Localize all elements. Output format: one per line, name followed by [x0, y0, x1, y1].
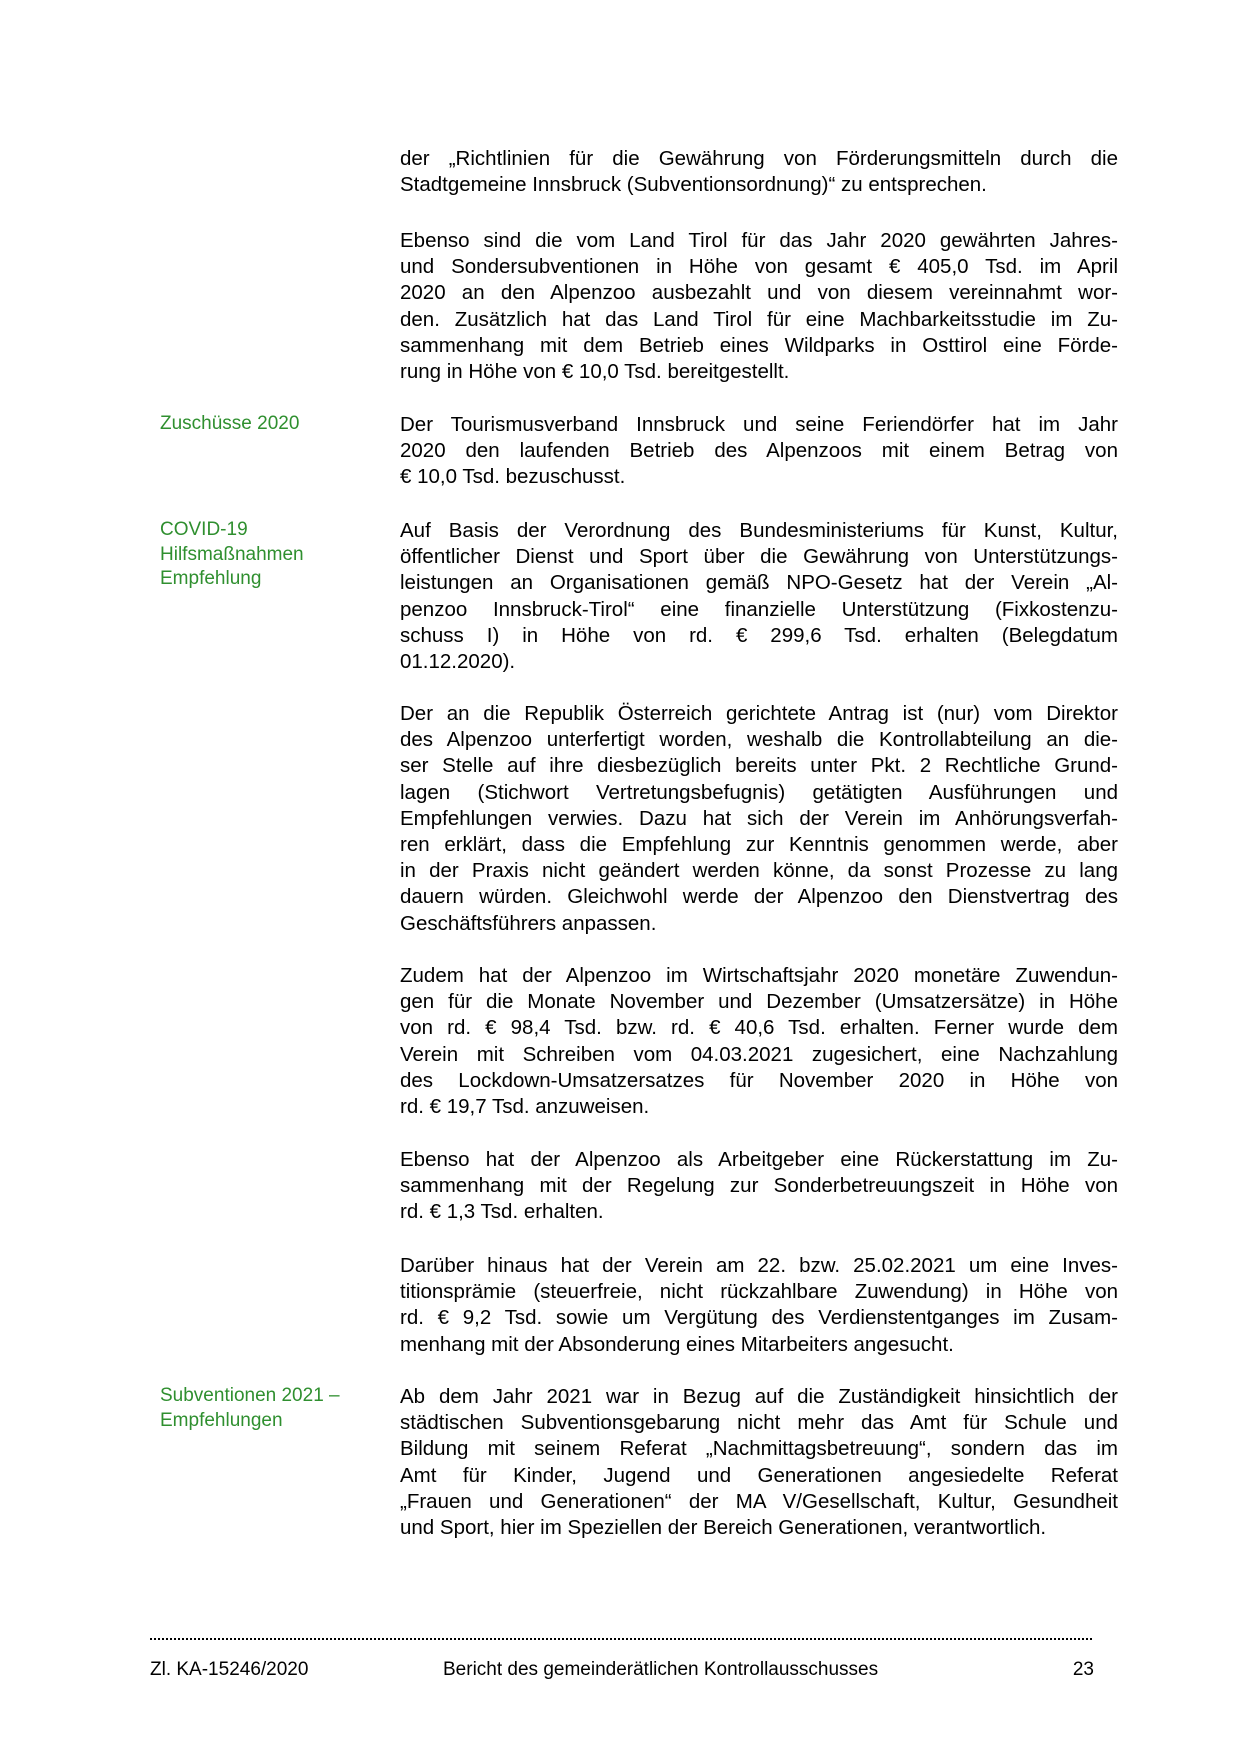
margin-note-line: Empfehlungen — [160, 1409, 283, 1431]
footer-divider — [150, 1638, 1092, 1640]
text-line: lagen (Stichwort Vertretungsbefugnis) getätigten Ausführungen und — [400, 780, 1118, 804]
text-line: Verein mit Schreiben vom 04.03.2021 zugesichert, eine Nachzahlung — [400, 1042, 1118, 1066]
text-line: Ebenso hat der Alpenzoo als Arbeitgeber eine Rückerstattung im Zu- — [400, 1148, 1118, 1171]
text-line: ser Stelle auf ihre diesbezüglich bereits unter Pkt. 2 Rechtliche Grund- — [400, 754, 1118, 778]
text-line: Amt für Kinder, Jugend und Generationen angesiedelte Referat — [400, 1463, 1118, 1487]
text-line: Ab dem Jahr 2021 war in Bezug auf die Zuständigkeit hinsichtlich der — [400, 1385, 1118, 1408]
text-line: 2020 den laufenden Betrieb des Alpenzoos mit einem Betrag von — [400, 439, 1118, 463]
text-line: der „Richtlinien für die Gewährung von Förderungsmitteln durch die — [400, 147, 1118, 170]
margin-note-line: Subventionen 2021 – — [160, 1385, 340, 1406]
body-paragraph — [400, 701, 1118, 937]
margin-note-line: Empfehlung — [160, 568, 262, 589]
body-paragraph — [400, 1253, 1118, 1358]
text-line: 01.12.2020). — [400, 650, 516, 674]
footer-reference: Zl. KA-15246/2020 — [150, 1659, 309, 1680]
text-line: sammenhang mit der Regelung zur Sonderbetreuungszeit in Höhe von — [400, 1174, 1118, 1198]
text-line: öffentlicher Dienst und Sport über die Gewährung von Unterstützungs- — [400, 545, 1118, 569]
text-line: städtischen Subventionsgebarung nicht mehr das Amt für Schule und — [400, 1411, 1118, 1435]
margin-note-line: Zuschüsse 2020 — [160, 413, 300, 434]
text-line: gen für die Monate November und Dezember (Umsatzersätze) in Höhe — [400, 990, 1118, 1014]
body-paragraph — [400, 1147, 1118, 1226]
text-line: Stadtgemeine Innsbruck (Subventionsordnung)“ zu entsprechen. — [400, 173, 987, 197]
text-line: des Alpenzoo unterfertigt worden, weshalb die Kontrollabteilung an die- — [400, 728, 1118, 752]
text-line: rd. € 1,3 Tsd. erhalten. — [400, 1200, 604, 1224]
footer-title: Bericht des gemeinderätlichen Kontrollausschusses — [443, 1659, 879, 1680]
text-line: Darüber hinaus hat der Verein am 22. bzw. 25.02.2021 um eine Inves- — [400, 1254, 1118, 1277]
margin-note-subventionen — [160, 1384, 360, 1433]
text-line: den. Zusätzlich hat das Land Tirol für eine Machbarkeitsstudie im Zu- — [400, 307, 1118, 331]
text-line: rd. € 9,2 Tsd. sowie um Vergütung des Verdienstentganges im Zusam- — [400, 1306, 1118, 1330]
page-number: 23 — [1072, 1659, 1094, 1680]
text-line: penzoo Innsbruck-Tirol“ eine finanzielle Unterstützung (Fixkostenzu- — [400, 597, 1118, 621]
text-line: leistungen an Organisationen gemäß NPO-Gesetz hat der Verein „Al- — [400, 571, 1118, 595]
text-line: sammenhang mit dem Betrieb eines Wildparks in Osttirol eine Förde- — [400, 333, 1118, 357]
margin-note-line: COVID-19 — [160, 519, 248, 540]
margin-note-zuschuesse — [160, 412, 360, 437]
text-line: Bildung mit seinem Referat „Nachmittagsbetreuung“, sondern das im — [400, 1437, 1118, 1461]
margin-note-line: Hilfsmaßnahmen — [160, 543, 304, 565]
text-line: Empfehlungen verwies. Dazu hat sich der Verein im Anhörungsverfah- — [400, 806, 1118, 830]
text-line: ren erklärt, dass die Empfehlung zur Kenntnis genommen werde, aber — [400, 833, 1118, 857]
text-line: titionsprämie (steuerfreie, nicht rückzahlbare Zuwendung) in Höhe von — [400, 1280, 1118, 1304]
text-line: schuss I) in Höhe von rd. € 299,6 Tsd. erhalten (Belegdatum — [400, 623, 1118, 647]
text-line: menhang mit der Absonderung eines Mitarbeiters angesucht. — [400, 1332, 954, 1356]
body-paragraph — [400, 228, 1118, 385]
body-paragraph — [400, 963, 1118, 1120]
text-line: Zudem hat der Alpenzoo im Wirtschaftsjahr 2020 monetäre Zuwendun- — [400, 964, 1118, 987]
body-paragraph — [400, 518, 1118, 675]
text-line: von rd. € 98,4 Tsd. bzw. rd. € 40,6 Tsd. erhalten. Ferner wurde dem — [400, 1016, 1118, 1040]
text-line: dauern würden. Gleichwohl werde der Alpenzoo den Dienstvertrag des — [400, 885, 1118, 909]
text-line: des Lockdown-Umsatzersatzes für November 2020 in Höhe von — [400, 1068, 1118, 1092]
text-line: Der Tourismusverband Innsbruck und seine Feriendörfer hat im Jahr — [400, 413, 1118, 436]
body-paragraph — [400, 412, 1118, 491]
text-line: rung in Höhe von € 10,0 Tsd. bereitgestellt. — [400, 360, 790, 384]
text-line: Auf Basis der Verordnung des Bundesministeriums für Kunst, Kultur, — [400, 519, 1118, 542]
text-line: 2020 an den Alpenzoo ausbezahlt und von diesem vereinnahmt wor- — [400, 281, 1118, 305]
body-paragraph — [400, 146, 1118, 198]
margin-note-covid — [160, 518, 360, 592]
text-line: Der an die Republik Österreich gerichtete Antrag ist (nur) vom Direktor — [400, 702, 1118, 725]
text-line: und Sondersubventionen in Höhe von gesamt € 405,0 Tsd. im April — [400, 255, 1118, 279]
body-paragraph — [400, 1384, 1118, 1541]
text-line: Geschäftsführers anpassen. — [400, 911, 657, 935]
text-line: € 10,0 Tsd. bezuschusst. — [400, 465, 626, 489]
text-line: „Frauen und Generationen“ der MA V/Gesellschaft, Kultur, Gesundheit — [400, 1489, 1118, 1513]
text-line: und Sport, hier im Speziellen der Bereich Generationen, verantwortlich. — [400, 1516, 1047, 1540]
text-line: rd. € 19,7 Tsd. anzuweisen. — [400, 1095, 650, 1119]
text-line: in der Praxis nicht geändert werden könne, da sonst Prozesse zu lang — [400, 859, 1118, 883]
text-line: Ebenso sind die vom Land Tirol für das Jahr 2020 gewährten Jahres- — [400, 229, 1118, 252]
